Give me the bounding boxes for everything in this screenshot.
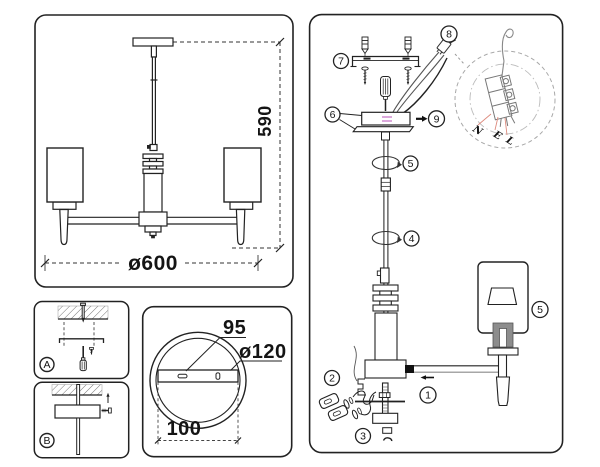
rod-through-ceiling xyxy=(77,385,80,406)
badge-8 xyxy=(441,26,457,42)
socket-stem xyxy=(499,355,507,377)
panel-step-b xyxy=(33,381,130,459)
panel-mount-plate xyxy=(140,300,296,459)
dim-height-label: 590 xyxy=(255,105,275,137)
hanging-rod xyxy=(152,57,155,145)
svg-text:7: 7 xyxy=(338,55,344,68)
terminal-label-e: E xyxy=(491,129,504,143)
panel-overview xyxy=(33,13,295,290)
ceiling-plate xyxy=(133,38,173,46)
svg-text:4: 4 xyxy=(408,233,415,246)
step-b-label: B xyxy=(43,435,51,447)
panel-step-a xyxy=(33,300,130,380)
candle-sleeve xyxy=(497,377,510,406)
arm-lock-connector xyxy=(405,365,414,373)
svg-text:6: 6 xyxy=(329,109,336,122)
badge-4 xyxy=(404,231,419,246)
lamp-shade xyxy=(478,262,528,333)
badge-5-rod xyxy=(403,156,418,171)
svg-text:8: 8 xyxy=(446,28,452,41)
socket-flange xyxy=(488,348,518,355)
socket-slot xyxy=(500,329,507,348)
canopy xyxy=(362,112,410,125)
badge-1 xyxy=(420,387,436,403)
rod-upper xyxy=(151,46,156,57)
svg-text:5: 5 xyxy=(537,304,543,317)
lamp-shade-left xyxy=(47,148,83,202)
svg-text:1: 1 xyxy=(425,389,431,402)
crossbar xyxy=(158,370,238,382)
terminal-label-n: N xyxy=(470,123,485,138)
lamp-shade-right xyxy=(224,148,261,202)
terminal-label-l: L xyxy=(503,134,516,148)
svg-text:2: 2 xyxy=(329,372,335,385)
canopy xyxy=(55,405,100,418)
rod-below-canopy xyxy=(77,418,80,455)
ceiling-cover-plate xyxy=(353,127,413,132)
rod-collar xyxy=(382,132,390,140)
svg-text:3: 3 xyxy=(360,430,366,443)
badge-9 xyxy=(429,111,445,127)
badge-7 xyxy=(334,54,349,69)
badge-6 xyxy=(325,107,340,122)
panel-assembly xyxy=(308,13,568,455)
dim-slot-spacing: 95 xyxy=(223,317,247,339)
rod-lower-fitting xyxy=(381,268,390,283)
badge-3 xyxy=(356,429,371,444)
step-a-label: A xyxy=(43,359,51,371)
rod-coupler xyxy=(381,178,390,191)
panel-assembly-border xyxy=(310,15,563,453)
lamp-arm xyxy=(414,366,498,372)
dim-bracket-width: 100 xyxy=(166,418,202,440)
dim-plate-diameter: ø120 xyxy=(239,341,287,363)
svg-text:9: 9 xyxy=(433,113,440,126)
badge-5-shade xyxy=(532,302,548,318)
dim-diameter-label: ø600 xyxy=(128,252,178,275)
svg-text:5: 5 xyxy=(407,158,414,171)
badge-2 xyxy=(325,371,340,386)
